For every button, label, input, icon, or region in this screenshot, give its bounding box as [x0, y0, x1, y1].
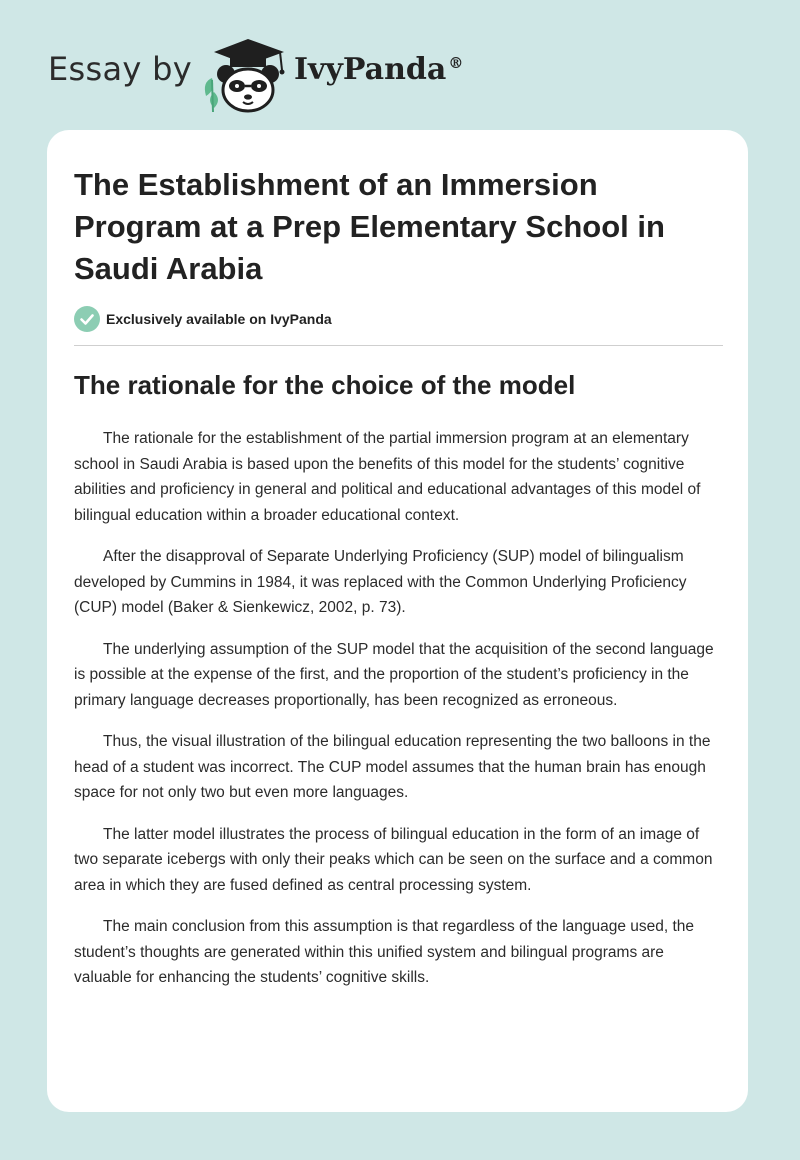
brand-header	[48, 30, 468, 110]
exclusive-badge	[74, 306, 332, 332]
paragraph: The rationale for the establishment of the partial immersion program at an elementary school in Saudi Arabia is based upon the benefits of this model for the students’ cognitive abilities and proficiency in general and political and educational advantages of this model of bilingual education within a broader educational context.	[74, 430, 701, 524]
brand-name	[294, 52, 463, 87]
divider	[74, 345, 723, 346]
check-circle-icon	[74, 306, 100, 332]
registered-mark: ®	[448, 54, 464, 72]
essay-title: The Establishment of an Immersion Program at a Prep Elementary School in Saudi Arabia	[74, 167, 665, 286]
brand-name-text: IvyPanda	[294, 52, 447, 87]
panda-graduate-icon	[200, 34, 290, 114]
paragraph: The latter model illustrates the process of bilingual education in the form of an image of two separate icebergs with only their peaks which can be seen on the surface and a common area in which they are fused defined as central processing system.	[74, 825, 713, 894]
paragraph: After the disapproval of Separate Underlying Proficiency (SUP) model of bilingualism developed by Cummins in 1984, it was replaced with the Common Underlying Proficiency (CUP) model (Baker & Sienkewicz, 2002, p. 73).	[74, 548, 687, 616]
exclusive-badge-label: Exclusively available on IvyPanda	[106, 311, 332, 327]
paragraph: The main conclusion from this assumption is that regardless of the language used, the student’s thoughts are generated within this unified system and bilingual programs are valuable for enhancing the students’ cognitive skills.	[74, 918, 695, 986]
brand-prefix: Essay by	[48, 50, 192, 88]
paragraph: Thus, the visual illustration of the bilingual education representing the two balloons in the head of a student was incorrect. The CUP model assumes that the human brain has enough space for not only two but even more languages.	[74, 733, 711, 801]
section-heading: The rationale for the choice of the model	[74, 370, 576, 400]
paragraph: The underlying assumption of the SUP model that the acquisition of the second language is possible at the expense of the first, and the proportion of the student’s proficiency in the primary language decreases proportionally, has been recognized as erroneous.	[74, 640, 714, 709]
essay-card	[47, 130, 748, 1112]
essay-body	[74, 426, 724, 1007]
